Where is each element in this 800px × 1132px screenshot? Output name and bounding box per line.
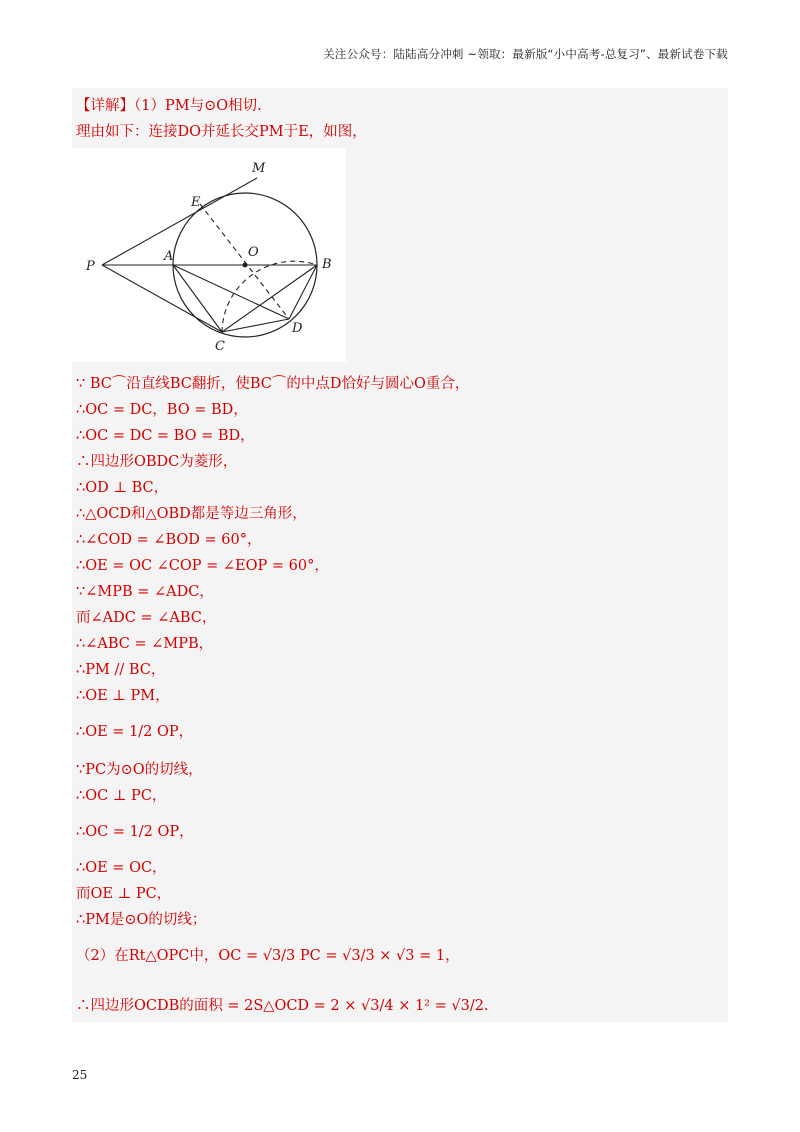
line-cb	[222, 265, 317, 332]
part1-intro: （1）PM与⊙O相切.	[134, 98, 262, 114]
page-header: 关注公众号：陆陆高分冲刺 ~领取：最新版“小中高考-总复习”、最新试卷下载	[323, 47, 728, 61]
step-7: ∴∠COD = ∠BOD = 60°，	[76, 532, 262, 548]
step-15: ∵PC为⊙O的切线，	[76, 762, 203, 778]
line-ed-dashed	[200, 204, 289, 319]
step-10: 而∠ADC = ∠ABC，	[76, 610, 217, 626]
line-pm	[102, 178, 257, 265]
line-ad	[173, 265, 289, 319]
step-17: ∴OC = 1/2 OP，	[76, 824, 194, 840]
step-12: ∴PM // BC，	[76, 662, 166, 678]
step-19: 而OE ⊥ PC，	[76, 886, 172, 902]
step-3: ∴OC = DC = BO = BD，	[76, 428, 255, 444]
step-13: ∴OE ⊥ PM，	[76, 688, 170, 704]
step-2: ∴OC = DC，BO = BD，	[76, 402, 248, 418]
line-db	[289, 265, 317, 319]
reason-line: 理由如下：连接DO并延长交PM于E，如图，	[76, 124, 367, 140]
svg-text:O: O	[248, 245, 259, 260]
step-9: ∵∠MPB = ∠ADC，	[76, 584, 214, 600]
detail-tag: 【详解】	[76, 98, 134, 114]
step-11: ∴∠ABC = ∠MPB，	[76, 636, 214, 652]
svg-text:E: E	[191, 195, 201, 210]
step-20: ∴PM是⊙O的切线；	[76, 912, 207, 928]
solution-panel	[72, 88, 728, 1022]
step-21: （2）在Rt△OPC中，OC = √3/3 PC = √3/3 × √3 = 1，	[76, 948, 460, 964]
svg-text:C: C	[215, 339, 225, 354]
geometry-figure	[72, 148, 346, 362]
step-18: ∴OE = OC，	[76, 860, 167, 876]
step-22: ∴四边形OCDB的面积 = 2S△OCD = 2 × √3/4 × 1² = √3/2.	[76, 998, 489, 1014]
step-6: ∴△OCD和△OBD都是等边三角形，	[76, 506, 307, 522]
step-8: ∴OE = OC ∠COP = ∠EOP = 60°，	[76, 558, 329, 574]
step-1: ∵ BC⌒沿直线BC翻折，使BC⌒的中点D恰好与圆心O重合，	[76, 376, 470, 392]
line-pc	[102, 265, 222, 332]
geometry-diagram	[72, 148, 346, 362]
step-16: ∴OC ⊥ PC，	[76, 788, 167, 804]
svg-text:D: D	[292, 321, 303, 336]
svg-text:P: P	[86, 259, 95, 274]
step-5: ∴OD ⊥ BC，	[76, 480, 169, 496]
part1-heading	[76, 94, 262, 115]
svg-text:M: M	[252, 161, 266, 176]
page-number: 25	[72, 1068, 88, 1082]
svg-text:A: A	[164, 249, 174, 264]
svg-text:B: B	[322, 257, 332, 272]
line-ac	[173, 265, 222, 332]
center-point	[243, 263, 248, 268]
step-4: ∴四边形OBDC为菱形，	[76, 454, 238, 470]
step-14: ∴OE = 1/2 OP，	[76, 724, 194, 740]
